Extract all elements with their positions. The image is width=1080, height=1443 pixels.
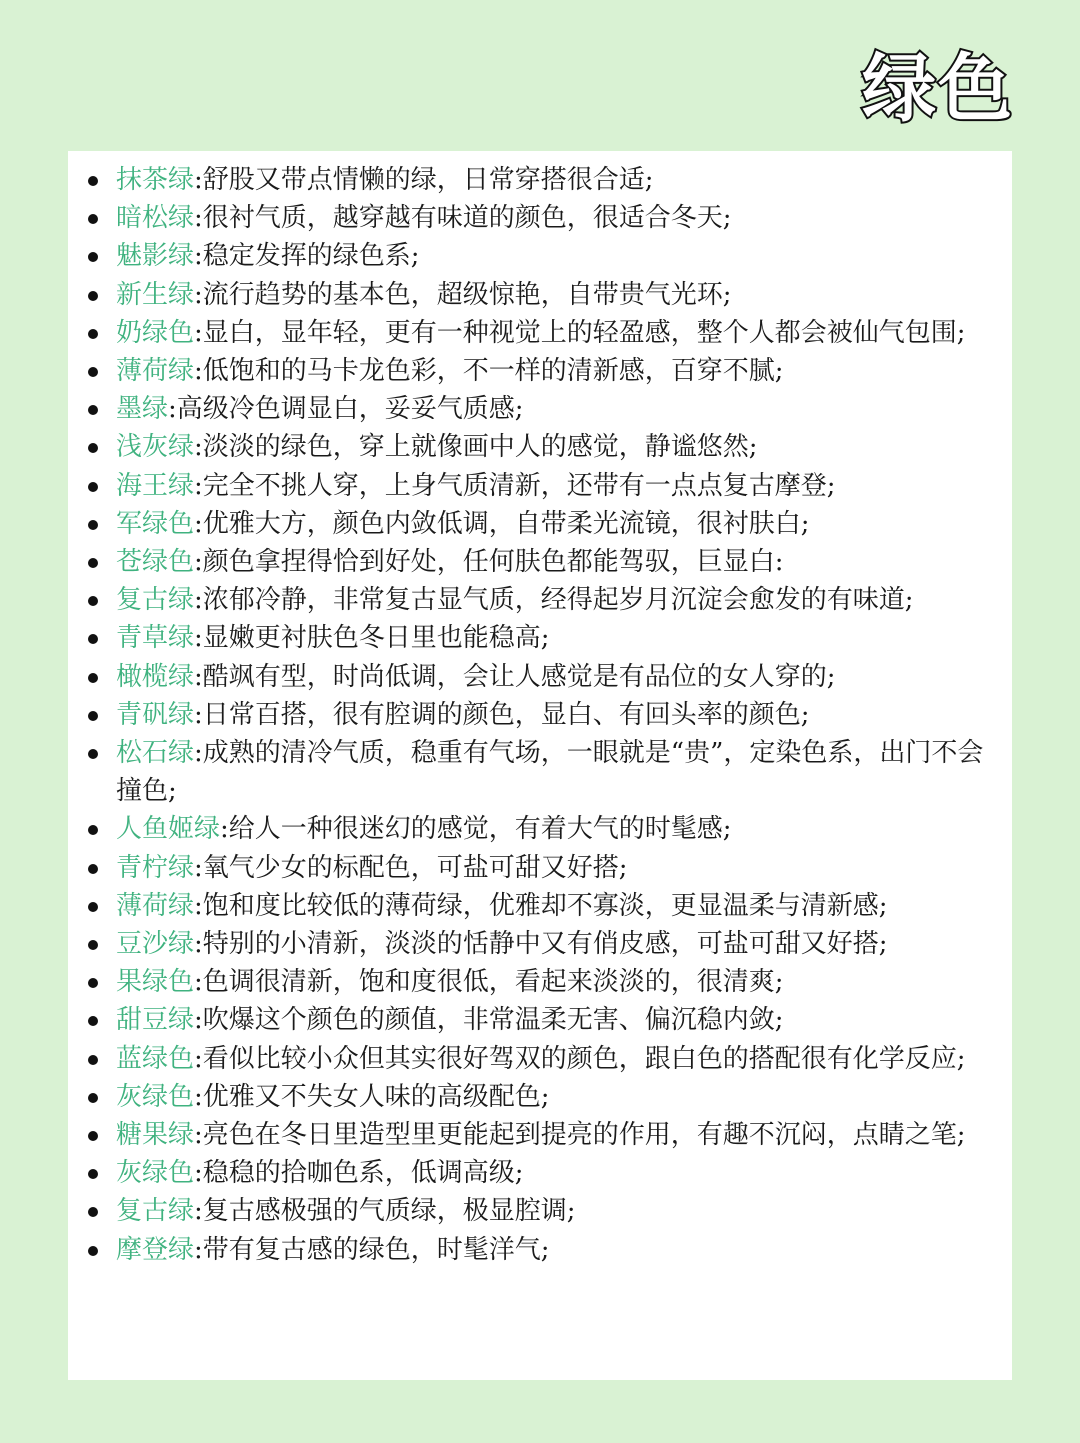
color-name: 暗松绿	[116, 203, 195, 234]
list-item	[116, 505, 1002, 543]
color-description: :显嫩更衬肤色冬日里也能稳高;	[194, 623, 550, 654]
color-description: :流行趋势的基本色，超级惊艳，自带贵气光环;	[194, 279, 732, 310]
color-description: :带有复古感的绿色，时髦洋气;	[194, 1234, 550, 1265]
color-name: 果绿色	[116, 967, 195, 998]
list-item	[116, 581, 1002, 619]
content-card	[68, 151, 1012, 1380]
color-name: 青草绿	[116, 623, 195, 654]
color-name: 复古绿	[116, 585, 195, 616]
color-name: 海王绿	[116, 470, 195, 501]
color-name: 青柠绿	[116, 852, 195, 883]
color-description: :日常百搭，很有腔调的颜色，显白、有回头率的颜色;	[194, 699, 810, 730]
color-list	[68, 151, 1012, 1269]
list-item	[116, 963, 1002, 1001]
color-description: :舒股又带点情懒的绿，日常穿搭很合适;	[194, 165, 654, 195]
color-name: 墨绿	[116, 394, 169, 425]
list-item	[116, 276, 1002, 314]
list-item	[116, 199, 1002, 237]
list-item	[116, 314, 1002, 352]
color-name: 浅灰绿	[116, 432, 195, 463]
color-description: :显白，显年轻，更有一种视觉上的轻盈感，整个人都会被仙气包围;	[194, 317, 966, 348]
color-name: 抹茶绿	[116, 165, 195, 195]
color-name: 军绿色	[116, 508, 195, 539]
color-description: :低饱和的马卡龙色彩，不一样的清新感，百穿不腻;	[194, 356, 784, 387]
color-description: :复古感极强的气质绿，极显腔调;	[194, 1196, 576, 1227]
list-item	[116, 467, 1002, 505]
color-name: 青矾绿	[116, 699, 195, 730]
color-name: 糖果绿	[116, 1120, 195, 1151]
color-description: :酷飒有型，时尚低调，会让人感觉是有品位的女人穿的;	[194, 661, 836, 692]
list-item	[116, 237, 1002, 275]
list-item	[116, 543, 1002, 581]
color-name: 松石绿	[116, 738, 195, 769]
color-name: 摩登绿	[116, 1234, 195, 1265]
list-item	[116, 696, 1002, 734]
list-item	[116, 1078, 1002, 1116]
list-item	[116, 925, 1002, 963]
color-description: :饱和度比较低的薄荷绿，优雅却不寡淡，更显温柔与清新感;	[194, 890, 888, 921]
color-description: :亮色在冬日里造型里更能起到提亮的作用，有趣不沉闷，点睛之笔;	[194, 1120, 966, 1151]
color-name: 薄荷绿	[116, 890, 195, 921]
color-name: 魅影绿	[116, 241, 195, 272]
color-description: :稳稳的拾咖色系，低调高级;	[194, 1158, 524, 1189]
list-item	[116, 887, 1002, 925]
color-description: :优雅又不失女人味的高级配色;	[194, 1081, 550, 1112]
color-name: 灰绿色	[116, 1081, 195, 1112]
color-name: 蓝绿色	[116, 1043, 195, 1074]
color-name: 灰绿色	[116, 1158, 195, 1189]
color-description: :很衬气质，越穿越有味道的颜色，很适合冬天;	[194, 203, 732, 234]
list-item	[116, 849, 1002, 887]
color-description: :成熟的清冷气质，稳重有气场，一眼就是“贵”，定染色系，出门不会撞色;	[116, 738, 984, 807]
color-name: 甜豆绿	[116, 1005, 195, 1036]
color-name: 奶绿色	[116, 317, 195, 348]
list-item	[116, 734, 1002, 810]
list-item	[116, 161, 1002, 199]
list-item	[116, 1116, 1002, 1154]
list-item	[116, 658, 1002, 696]
color-name: 豆沙绿	[116, 929, 195, 960]
color-description: :色调很清新，饱和度很低，看起来淡淡的，很清爽;	[194, 967, 784, 998]
color-description: :浓郁冷静，非常复古显气质，经得起岁月沉淀会愈发的有味道;	[194, 585, 914, 616]
list-item	[116, 810, 1002, 848]
color-description: :特别的小清新，淡淡的恬静中又有俏皮感，可盐可甜又好搭;	[194, 929, 888, 960]
color-name: 新生绿	[116, 279, 195, 310]
list-item	[116, 1192, 1002, 1230]
color-description: :完全不挑人穿，上身气质清新，还带有一点点复古摩登;	[194, 470, 836, 501]
list-item	[116, 1231, 1002, 1269]
color-name: 薄荷绿	[116, 356, 195, 387]
list-item	[116, 390, 1002, 428]
color-description: :氧气少女的标配色，可盐可甜又好搭;	[194, 852, 628, 883]
color-description: :给人一种很迷幻的感觉，有着大气的时髦感;	[220, 814, 732, 845]
list-item	[116, 428, 1002, 466]
color-description: :吹爆这个颜色的颜值，非常温柔无害、偏沉稳内敛;	[194, 1005, 784, 1036]
list-item	[116, 619, 1002, 657]
color-description: :看似比较小众但其实很好驾双的颜色，跟白色的搭配很有化学反应;	[194, 1043, 966, 1074]
color-description: :高级冷色调显白，妥妥气质感;	[168, 394, 524, 425]
color-name: 人鱼姬绿	[116, 814, 221, 845]
list-item	[116, 1154, 1002, 1192]
color-name: 复古绿	[116, 1196, 195, 1227]
color-description: :稳定发挥的绿色系;	[194, 241, 420, 272]
color-description: :淡淡的绿色，穿上就像画中人的感觉，静谧悠然;	[194, 432, 758, 463]
list-item	[116, 1040, 1002, 1078]
page-title: 绿色	[862, 46, 1014, 132]
color-description: :优雅大方，颜色内敛低调，自带柔光流镜，很衬肤白;	[194, 508, 810, 539]
color-description: :颜色拿捏得恰到好处，任何肤色都能驾驭，巨显白:	[194, 547, 784, 578]
list-item	[116, 1001, 1002, 1039]
color-name: 橄榄绿	[116, 661, 195, 692]
color-name: 苍绿色	[116, 547, 195, 578]
list-item	[116, 352, 1002, 390]
